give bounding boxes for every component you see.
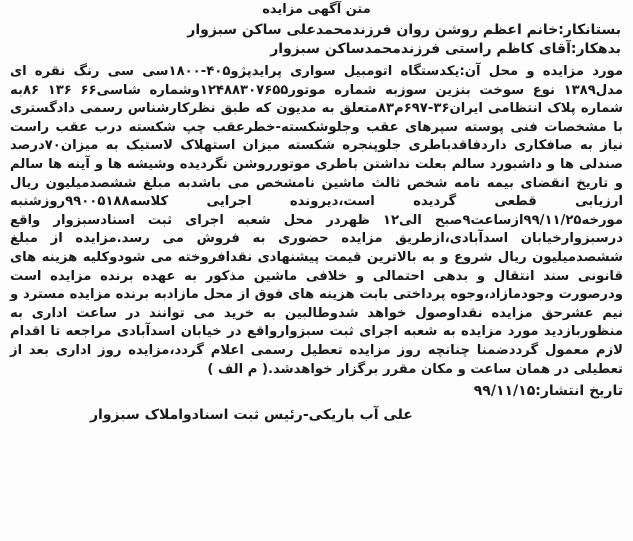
signature-line: علی آب باریکی-رئیس ثبت اسنادواملاک سبزوار [90,407,413,424]
debtor-line: بدهکار:آقای کاظم راستی فرزندمحمدساکن سبزوار [270,41,621,57]
notice-body: مورد مزایده و محل آن:یکدستگاه اتومبیل سواری پرایدپژو۴۰۵-۱۸۰۰سی سی رنگ نقره ای مدل۱۳۸۹ نوع سوخت بنزین سوزبه شماره موتور۱۲۴۸۸۳۰۷۶۵۵وشماره شاسی۶۶ ۱۳۶ ۸۶به شماره پلاک انتظامی ایران۳۶-۶۹۷م۸۳متعلق به مدیون که طبق نظرکارشناس رسمی دادگستری با مشخصات فنی پوسته سپرهای عقب وجلوشکسته-خطرعقب چپ شکسته درب عقب راست نیاز به صافکاری داردفاقدباطری جلوپنجره شکسته میزان استهلاک لاستیک به میزان۷۰درصد صندلی ها و داشبورد سالم بعلت نداشتن باطری موتورروشن نگردیده وشیشه ها و آینه ها سالم و تاریخ انقضای بیمه نامه شخص ثالث ماشین نامشخص می باشدبه مبلغ ششصدمیلیون ریال ارزیابی قطعی گردیده است،دیرونده اجرایی کلاسه۹۹۰۰۵۱۸۸روزشنبه مورخه۹۹/۱۱/۲۵ازساعت۹صبح الی۱۲ ظهردر محل شعبه اجرای ثبت اسنادسبزوار واقع درسبزوارخیابان اسدآبادی،ازطریق مزایده حضوری به فروش می رسد.مزایده از مبلغ ششصدمیلیون ریال شروع و به بالاترین قیمت پیشنهادی نقدافروخته می شودوکلیه هزینه های قانونی سند انتقال و بدهی احتمالی و خلافی ماشین مذکور به عهده برنده مزایده است ودرصورت وجودمازاد،وجوه پرداختی بابت هزینه های فوق از محل مازادبه برنده مزایده مسترد و نیم عشرحق مزایده نقداوصول خواهد شدوطالبین به خرید می توانند در ساعت اداری به منظوربازدید مورد مزایده به شعبه اجرای ثبت سبزوارواقع در خیابان اسدآبادی مراجعه تا اقدام لازم معمول گرددضمنا چنانچه روز مزایده تعطیل رسمی اعلام گردد،مزایده روز اداری بعد از تعطیلی در همان ساعت و مکان مقرر برگزار خواهدشد.( م الف ) [10,64,624,377]
publish-date: تاریخ انتشار:۹۹/۱۱/۱۵ [473,383,623,400]
creditor-line: بستانکار:خانم اعظم روشن روان فرزندمحمدعلی ساکن سبزوار [187,22,621,38]
notice-title: متن آگهی مزایده [262,2,371,17]
